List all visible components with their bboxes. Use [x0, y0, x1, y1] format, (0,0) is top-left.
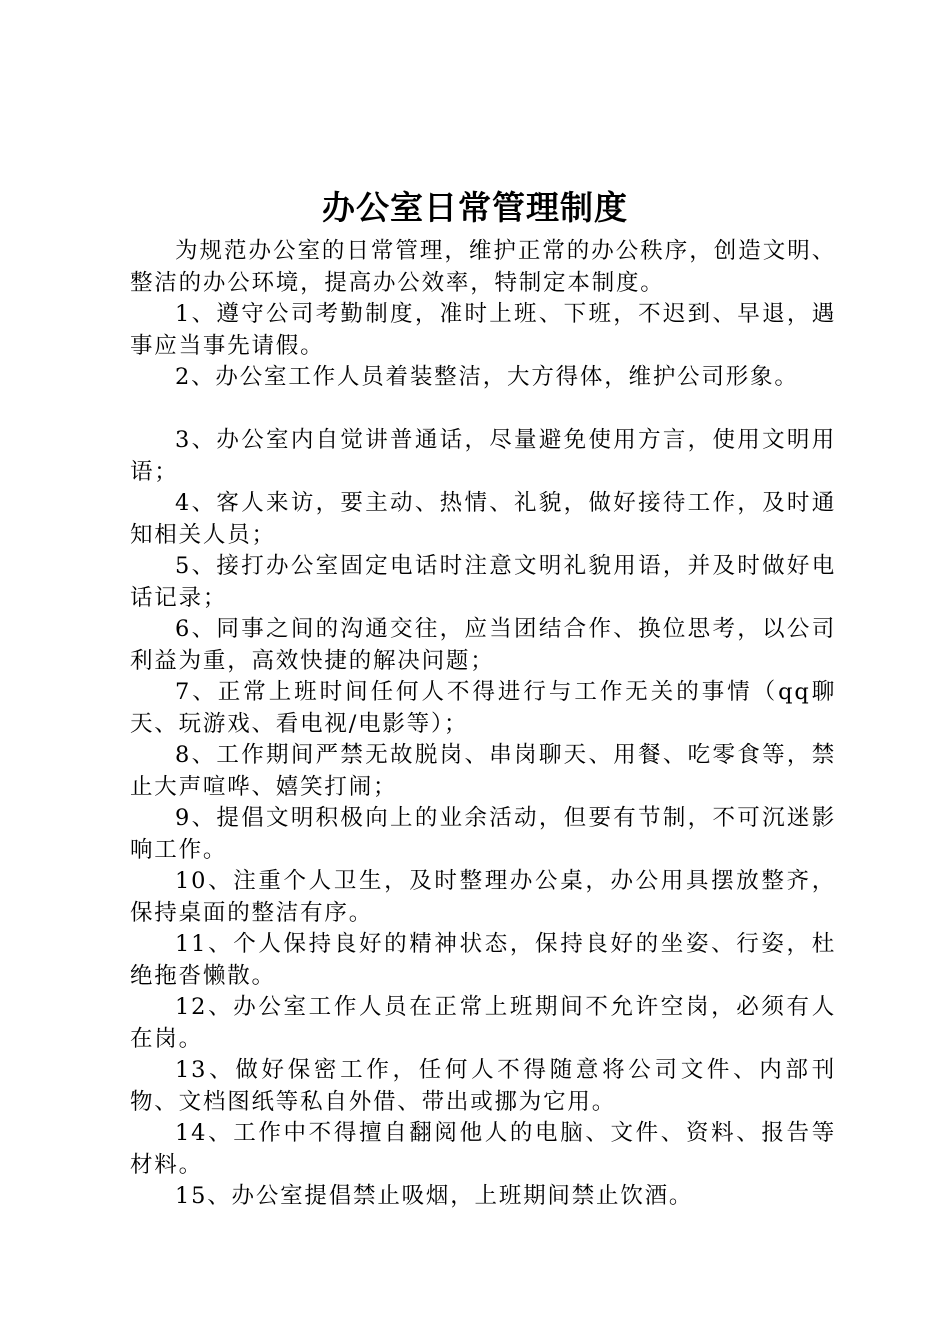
- rule-paragraph: 14、工作中不得擅自翻阅他人的电脑、文件、资料、报告等材料。: [130, 1120, 836, 1178]
- rule-paragraph: 6、同事之间的沟通交往，应当团结合作、换位思考，以公司利益为重，高效快捷的解决问题；: [130, 616, 836, 674]
- rule-paragraph: 10、注重个人卫生，及时整理办公桌，办公用具摆放整齐，保持桌面的整洁有序。: [130, 868, 836, 926]
- rule-paragraph: 9、提倡文明积极向上的业余活动，但要有节制，不可沉迷影响工作。: [130, 805, 836, 863]
- document-body: [130, 236, 836, 1213]
- rule-paragraph: 2、办公室工作人员着装整洁，大方得体，维护公司形象。: [175, 364, 799, 390]
- rule-paragraph: 11、个人保持良好的精神状态，保持良好的坐姿、行姿，杜绝拖沓懒散。: [130, 931, 836, 989]
- rule-paragraph: 4、客人来访，要主动、热情、礼貌，做好接待工作，及时通知相关人员；: [130, 490, 836, 548]
- intro-paragraph: 为规范办公室的日常管理，维护正常的办公秩序，创造文明、整洁的办公环境，提高办公效率，特制定本制度。: [130, 238, 836, 296]
- rule-paragraph: 5、接打办公室固定电话时注意文明礼貌用语，并及时做好电话记录；: [130, 553, 836, 611]
- document-title: 办公室日常管理制度: [322, 188, 628, 227]
- rule-paragraph: 3、办公室内自觉讲普通话，尽量避免使用方言，使用文明用语；: [130, 427, 836, 485]
- rule-paragraph: 8、工作期间严禁无故脱岗、串岗聊天、用餐、吃零食等，禁止大声喧哗、嬉笑打闹；: [130, 742, 836, 800]
- rule-paragraph: 15、办公室提倡禁止吸烟，上班期间禁止饮酒。: [175, 1183, 694, 1209]
- rule-paragraph: 7、正常上班时间任何人不得进行与工作无关的事情（qq聊天、玩游戏、看电视/电影等）；: [130, 679, 836, 737]
- rule-paragraph: 12、办公室工作人员在正常上班期间不允许空岗，必须有人在岗。: [130, 994, 836, 1052]
- rule-paragraph: 13、做好保密工作，任何人不得随意将公司文件、内部刊物、文档图纸等私自外借、带出或挪为它用。: [130, 1057, 836, 1115]
- rule-paragraph: 1、遵守公司考勤制度，准时上班、下班，不迟到、早退，遇事应当事先请假。: [130, 301, 836, 359]
